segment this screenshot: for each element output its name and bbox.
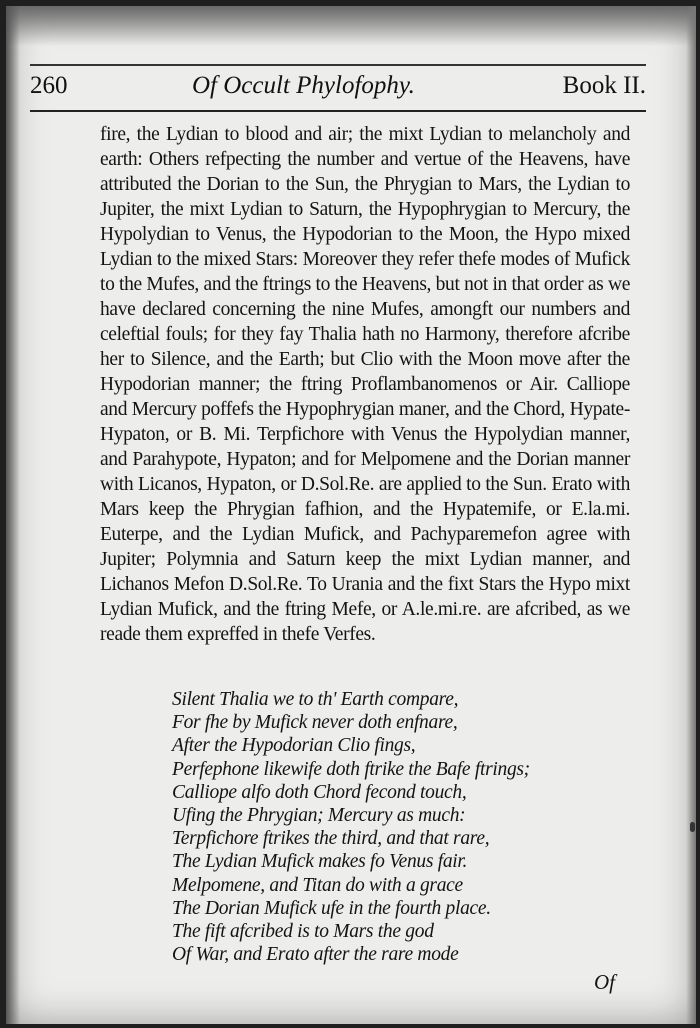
verse-block (172, 688, 530, 966)
page-edge-mark (690, 822, 695, 832)
verse-line: Ufing the Phrygian; Mercury as much: (172, 805, 466, 827)
header-rule-top (30, 64, 646, 66)
page-header (30, 70, 646, 110)
verse-line: Silent Thalia we to th' Earth compare, (172, 689, 459, 710)
book-label: Book II. (562, 72, 646, 99)
page-number: 260 (30, 72, 68, 99)
running-title: Of Occult Phylofophy. (192, 72, 415, 99)
scan-shadow-top (6, 6, 696, 46)
verse-line: Melpomene, and Titan do with a grace (172, 874, 463, 896)
verse-line: Perfephone likewife doth ftrike the Bafe ftrings; (172, 758, 530, 780)
body-paragraph: fire, the Lydian to blood and air; the mixt Lydian to melancholy and earth: Others refpecting the number and vertue of the Heavens, have attributed the Dorian to the Sun, the Phrygian to Mars, the Lydian to Jupiter, the mixt Lydian to Saturn, the Hypophrygian to Mercury, the Hypolydian to Venus, the Hypodorian to the Moon, the Hypo mixed Lydian to the mixed Stars: Moreover they refer thefe modes of Mufick to the Mufes, and the ftrings to the Heavens, but not in that order as we have declared concerning the nine Mufes, amongft our numbers and celeftial fouls; for they fay Thalia hath no Harmony, therefore afcribe her to Silence, and the Earth; but Clio with the Moon move after the Hypodorian manner; the ftring Proflambanomenos or Air. Calliope and Mercury poffefs the Hypophrygian maner, and the Chord, Hypate-Hypaton, or B. Mi. Terpfichore with Venus the Hypolydian manner, and Parahypote, Hypaton; and for Melpomene and the Dorian manner with Licanos, Hypaton, or D.Sol.Re. are applied to the Sun. Erato with Mars keep the Phrygian fafhion, and the Hypatemife, or E.la.mi. Euterpe, and the Lydian Mufick, and Pachyparemefon agree with Jupiter; Polymnia and Saturn keep the mixt Lydian manner, and Lichanos Mefon D.Sol.Re. To Urania and the fixt Stars the Hypo mixt Lydian Mufick, and the ftring Mefe, or A.le.mi.re. are afcribed, as we reade them expreffed in thefe Verfes. (100, 124, 630, 645)
verse-line: The Lydian Mufick makes fo Venus fair. (172, 851, 468, 873)
verse-line: The fift afcribed is to Mars the god (172, 921, 434, 943)
verse-line: Of War, and Erato after the rare mode (172, 944, 459, 966)
verse-line: After the Hypodorian Clio fings, (172, 735, 416, 757)
catchword: Of (594, 970, 615, 994)
verse-line: Calliope alfo doth Chord fecond touch, (172, 781, 467, 803)
verse-line: For fhe by Mufick never doth enfnare, (172, 712, 458, 734)
scan-shadow-right (686, 6, 696, 1024)
verse-line: Terpfichore ftrikes the third, and that rare, (172, 828, 490, 850)
header-rule (30, 110, 646, 112)
verse-line: The Dorian Mufick ufe in the fourth place. (172, 897, 491, 919)
scan-shadow-left (6, 6, 20, 1024)
